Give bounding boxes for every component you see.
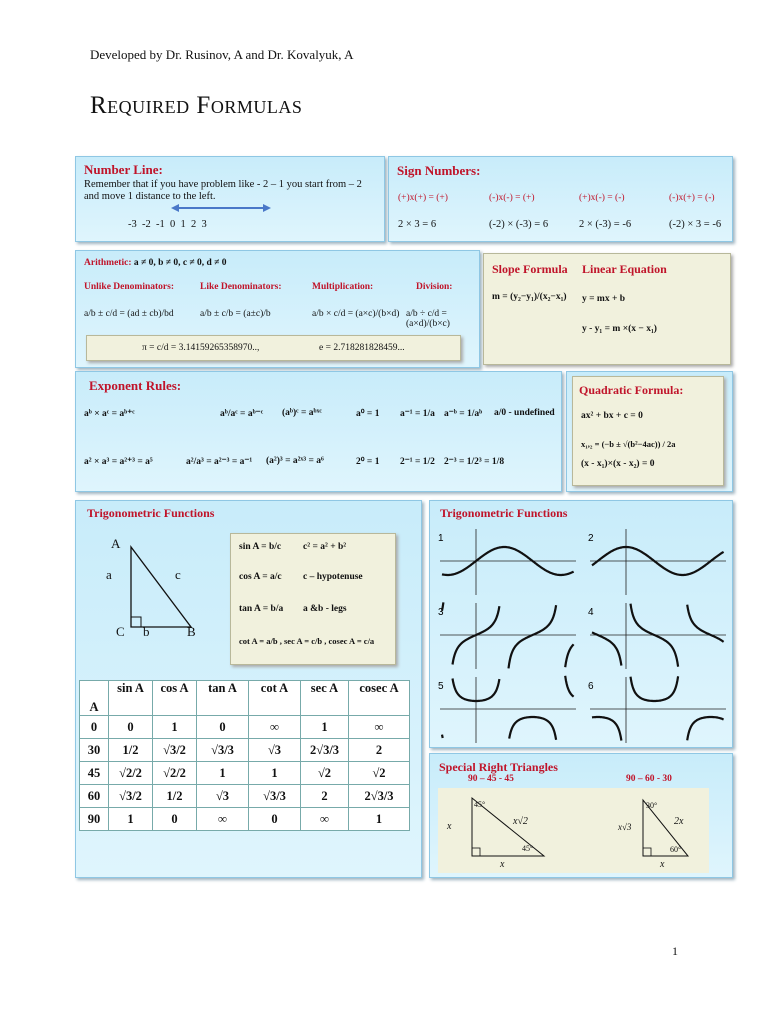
table-header-cell: cot A [249, 681, 301, 716]
side-c: c [175, 567, 181, 582]
table-row [80, 762, 410, 785]
constants-box [86, 335, 461, 361]
exponent-heading: Exponent Rules: [89, 378, 182, 393]
sign-example: (-2) × (-3) = 6 [489, 219, 549, 230]
arithmetic-label: Unlike Denominators: [84, 282, 174, 292]
arithmetic-label: Division: [416, 282, 453, 292]
trig-graphs-panel [429, 500, 733, 748]
graph-number: 4 [588, 607, 594, 618]
table-cell: 30 [80, 739, 109, 762]
graph-curve [442, 676, 574, 740]
number-line-heading: Number Line: [84, 162, 163, 177]
exponent-example: 2⁻¹ = 1/2 [400, 457, 435, 467]
table-cell: √3/2 [153, 739, 197, 762]
triangle-45-hypotenuse: x√2 [513, 816, 528, 827]
number-line-arrow [171, 203, 271, 213]
page-number: 1 [672, 944, 678, 958]
number-line-ticks: -3 -2 -1 0 1 2 3 [128, 219, 207, 230]
table-cell: √3 [197, 785, 249, 808]
trig-def: tan A = b/a [239, 604, 284, 614]
table-cell: 2 [301, 785, 349, 808]
slope-heading: Slope Formula [492, 262, 568, 276]
special-triangles-panel [429, 753, 733, 878]
table-header-cell: sec A [301, 681, 349, 716]
triangle-45-leg-left: x [447, 821, 452, 832]
table-cell: 1 [301, 716, 349, 739]
side-a: a [106, 567, 112, 582]
number-line-panel [75, 156, 385, 242]
trig-graphs [436, 527, 728, 745]
table-cell: √3 [249, 739, 301, 762]
table-cell: 2√3/3 [301, 739, 349, 762]
e-constant: e = 2.718281828459... [319, 343, 405, 353]
sign-example: 2 × (-3) = -6 [579, 219, 632, 230]
triangle-30-title: 90 – 60 - 30 [626, 774, 672, 784]
trig-note: c² = a² + b² [303, 542, 347, 552]
graph-number: 1 [438, 533, 444, 544]
exponent-example: 2⁰ = 1 [356, 457, 380, 467]
table-cell: √3/2 [109, 785, 153, 808]
vertex-a: A [111, 536, 121, 551]
table-header-cell: cos A [153, 681, 197, 716]
trig-note: c – hypotenuse [303, 572, 363, 582]
sign-rule: (-)x(+) = (-) [669, 193, 715, 203]
graph-number: 3 [438, 607, 444, 618]
table-row [80, 808, 410, 831]
side-b: b [143, 624, 150, 639]
angle-60: 60° [670, 845, 682, 854]
exponent-rule: a⁻¹ = 1/a [400, 409, 435, 419]
sign-example: 2 × 3 = 6 [398, 219, 437, 230]
special-heading: Special Right Triangles [439, 760, 558, 774]
linear-form-1: y = mx + b [582, 294, 626, 304]
triangle-45-title: 90 – 45 - 45 [468, 774, 514, 784]
table-cell: ∞ [301, 808, 349, 831]
angle-45-top: 45° [474, 800, 486, 809]
quadratic-heading: Quadratic Formula: [579, 383, 684, 397]
linear-heading: Linear Equation [582, 262, 667, 276]
triangle-30-leg-bottom: x [660, 859, 665, 870]
arithmetic-label: Like Denominators: [200, 282, 282, 292]
trig-graphs-heading: Trigonometric Functions [440, 506, 568, 520]
exponent-rule: aᵇ × aᶜ = aᵇ⁺ᶜ [84, 409, 135, 419]
table-header-cell: cosec A [349, 681, 410, 716]
document-header: Developed by Dr. Rusinov, A and Dr. Kovalyuk, A [90, 47, 354, 62]
triangle-30-hypotenuse: 2x [674, 816, 684, 827]
pi-constant: π = c/d = 3.14159265358970.., [142, 343, 260, 353]
table-header-cell: A [80, 681, 109, 716]
quadratic-panel [566, 371, 733, 492]
trig-values-table [79, 680, 410, 831]
table-cell: 1 [349, 808, 410, 831]
quadratic-factored: (x - x₁)×(x - x₂) = 0 [581, 459, 655, 469]
arithmetic-heading: Arithmetic: [84, 258, 132, 268]
table-cell: 90 [80, 808, 109, 831]
table-cell: ∞ [197, 808, 249, 831]
sign-rule: (-)x(-) = (+) [489, 193, 535, 203]
sign-numbers-panel [388, 156, 733, 242]
table-cell: √2/2 [109, 762, 153, 785]
trig-def: cos A = a/c [239, 572, 282, 582]
table-row [80, 739, 410, 762]
sign-numbers-heading: Sign Numbers: [397, 163, 481, 178]
linear-form-2: y - y₁ = m ×(x − x₁) [582, 324, 657, 334]
table-cell: √2 [349, 762, 410, 785]
table-cell: 0 [197, 716, 249, 739]
exponent-rule: a⁻ᵇ = 1/aᵇ [444, 409, 483, 419]
arithmetic-formula: a/b ± c/b = (a±c)/b [200, 309, 271, 319]
exponent-rule: a⁰ = 1 [356, 409, 380, 419]
sign-example: (-2) × 3 = -6 [669, 219, 722, 230]
triangle-45-leg-bottom: x [500, 859, 505, 870]
trig-def: sin A = b/c [239, 542, 282, 552]
exponent-rule: (aᵇ)ᶜ = aᵇˣᶜ [282, 408, 322, 418]
exponent-panel [75, 371, 562, 492]
arithmetic-panel [75, 250, 480, 368]
graph-number: 6 [588, 681, 594, 692]
trig-heading: Trigonometric Functions [87, 506, 215, 520]
exponent-example: a² × a³ = a²⁺³ = a⁵ [84, 457, 153, 467]
table-row [80, 716, 410, 739]
table-cell: 60 [80, 785, 109, 808]
table-cell: 0 [109, 716, 153, 739]
table-cell: 1 [153, 716, 197, 739]
table-cell: 1 [197, 762, 249, 785]
slope-formula: m = (y₂−y₁)/(x₂−x₁) [492, 292, 567, 302]
exponent-example: a²/a³ = a²⁻³ = a⁻¹ [186, 457, 253, 467]
table-header-cell: tan A [197, 681, 249, 716]
graph-curve [442, 602, 574, 668]
table-cell: 1/2 [153, 785, 197, 808]
graph-curve [592, 676, 724, 740]
arithmetic-formula: a/b × c/d = (a×c)/(b×d) [312, 309, 400, 319]
table-cell: 2 [349, 739, 410, 762]
number-line-text: Remember that if you have problem like - 2 – 1 you start from – 2 and move 1 distance to the left. [84, 179, 362, 202]
table-cell: 45 [80, 762, 109, 785]
exponent-rule: a/0 - undefined [494, 408, 555, 418]
table-cell: √3/3 [197, 739, 249, 762]
table-row [80, 785, 410, 808]
sign-rule: (+)x(+) = (+) [398, 193, 448, 203]
arithmetic-label: Multiplication: [312, 282, 374, 292]
arithmetic-formula: a/b ± c/d = (ad ± cb)/bd [84, 309, 174, 319]
trig-definitions-box [230, 533, 396, 665]
table-cell: 0 [153, 808, 197, 831]
table-cell: 1 [109, 808, 153, 831]
trig-def: cot A = a/b , sec A = c/b , cosec A = c/a [239, 636, 375, 646]
table-cell: 2√3/3 [349, 785, 410, 808]
table-cell: √2 [301, 762, 349, 785]
sign-rule: (+)x(-) = (-) [579, 193, 625, 203]
table-cell: 0 [80, 716, 109, 739]
quadratic-box [572, 376, 724, 486]
table-header-row [80, 681, 410, 716]
arithmetic-title [84, 258, 227, 268]
exponent-example: 2⁻³ = 1/2³ = 1/8 [444, 457, 505, 467]
graph-number: 5 [438, 681, 444, 692]
trig-note: a &b - legs [303, 604, 347, 614]
page-title: Required Formulas [90, 92, 303, 119]
angle-30: 30° [646, 801, 658, 810]
arithmetic-conditions: a ≠ 0, b ≠ 0, c ≠ 0, d ≠ 0 [133, 258, 227, 268]
triangle-30-leg-left: x√3 [618, 822, 632, 832]
table-cell: √3/3 [249, 785, 301, 808]
quadratic-roots: x₁,₂ = (−b ± √(b²−4ac)) / 2a [581, 439, 676, 449]
vertex-b: B [187, 624, 196, 639]
table-cell: 0 [249, 808, 301, 831]
arithmetic-formula: a/b ÷ c/d = (a×d)/(b×c) [406, 309, 450, 329]
quadratic-equation: ax² + bx + c = 0 [581, 411, 643, 421]
angle-45-bottom: 45° [522, 844, 534, 853]
table-cell: 1 [249, 762, 301, 785]
table-cell: √2/2 [153, 762, 197, 785]
graph-number: 2 [588, 533, 594, 544]
vertex-c: C [116, 624, 125, 639]
special-triangles-box [438, 788, 709, 873]
trig-functions-panel [75, 500, 422, 878]
exponent-rule: aᵇ/aᶜ = aᵇ⁻ᶜ [220, 409, 264, 419]
slope-panel [483, 253, 731, 365]
table-header-cell: sin A [109, 681, 153, 716]
exponent-example: (a²)³ = a²ˣ³ = a⁶ [266, 456, 324, 466]
table-cell: ∞ [349, 716, 410, 739]
table-cell: 1/2 [109, 739, 153, 762]
table-cell: ∞ [249, 716, 301, 739]
